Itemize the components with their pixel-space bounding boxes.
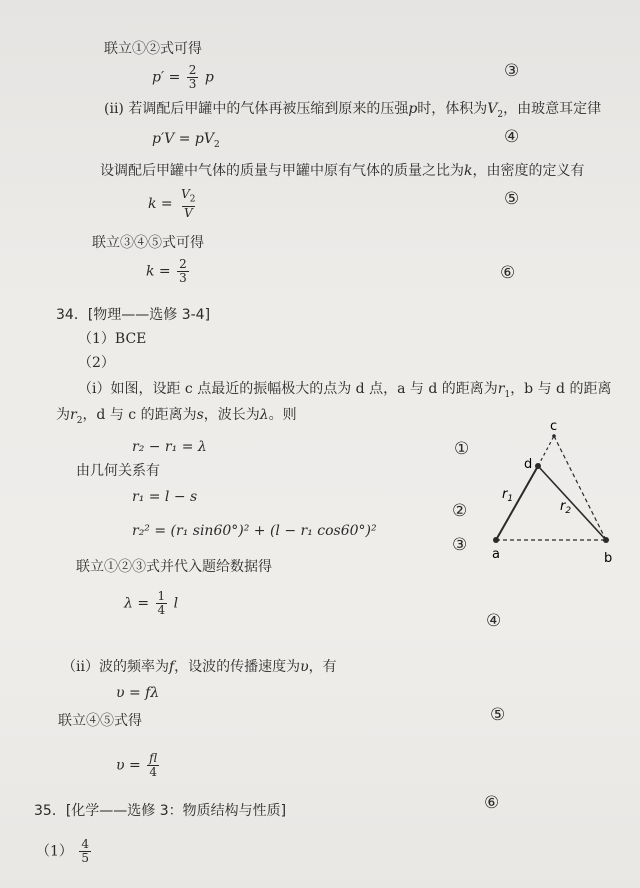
join-345-line: 联立③④⑤式可得 [92, 235, 204, 251]
part-ii-wave-text: （ⅱ）波的频率为f，设波的传播速度为υ，有 [62, 659, 337, 675]
circled-number-5b: ⑤ [490, 705, 506, 725]
equation-3: p′ = $\frac{2}{3}$ p [152, 63, 214, 91]
label-c: c [550, 419, 558, 434]
join-45-line: 联立④⑤式得 [58, 713, 142, 729]
section-35-title: 35．[化学——选修 3：物质结构与性质] [34, 803, 287, 819]
point-a [493, 537, 499, 543]
part-i-text-line1: （ⅰ）如图，设距 c 点最近的振幅极大的点为 d 点，a 与 d 的距离为$r_1$，b 与 d 的距离 [78, 381, 612, 400]
part-i-text-line2: 为$r_2$，d 与 c 的距离为s，波长为λ。则 [56, 407, 297, 426]
circled-number-6b: ⑥ [484, 793, 500, 813]
wave-equation-3: r₂² = (r₁ sin60°)² + (l − r₁ cos60°)² [132, 523, 377, 539]
label-a: a [492, 547, 500, 562]
point-b [603, 537, 609, 543]
circled-number-1: ① [454, 439, 470, 459]
point-d [535, 463, 541, 469]
circled-number-4b: ④ [486, 611, 502, 631]
section-35-part-1: （1） $\frac{4}{5}$ [36, 837, 90, 865]
circled-number-5: ⑤ [504, 189, 520, 209]
circled-number-3: ③ [504, 61, 520, 81]
triangle-diagram [480, 416, 626, 576]
wave-equation-2: r₁ = l − s [132, 489, 198, 505]
equation-4: $p'V = pV_2$ [152, 131, 220, 150]
label-r1: $r_1$ [502, 487, 514, 504]
equation-5: k = $\frac{V_2}{V}$ [148, 187, 196, 221]
circled-number-2: ② [452, 501, 468, 521]
segment-db [538, 466, 606, 540]
segment-dc [538, 436, 554, 466]
wave-equation-5: υ = fλ [116, 685, 160, 701]
geometry-text: 由几何关系有 [76, 463, 160, 479]
circled-number-6: ⑥ [500, 263, 516, 283]
circled-number-4: ④ [504, 127, 520, 147]
label-b: b [604, 551, 613, 566]
section-34-title: 34．[物理——选修 3-4] [56, 307, 211, 323]
part-ii-text: (ⅱ) 若调配后甲罐中的气体再被压缩到原来的压强p时，体积为$V_2$，由玻意耳定律 [104, 101, 602, 120]
part-1-answer: （1）BCE [78, 331, 147, 347]
circled-number-3b: ③ [452, 535, 468, 555]
equation-6: k = $\frac{2}{3}$ [146, 257, 187, 285]
join-123-line: 联立①②③式并代入题给数据得 [76, 559, 272, 575]
wave-equation-1: r₂ − r₁ = λ [132, 439, 207, 455]
mass-ratio-text: 设调配后甲罐中气体的质量与甲罐中原有气体的质量之比为k，由密度的定义有 [100, 163, 585, 179]
label-r2: $r_2$ [560, 499, 572, 516]
segment-cb [554, 436, 606, 540]
segment-ad [496, 466, 538, 540]
wave-equation-6: υ = $\frac{fl}{4}$ [116, 751, 158, 779]
part-2-label: （2） [78, 355, 115, 371]
join-12-line: 联立①②式可得 [104, 41, 202, 57]
wave-equation-4: λ = $\frac{1}{4}$ l [124, 589, 179, 617]
label-d: d [524, 457, 533, 472]
point-c [552, 434, 556, 438]
